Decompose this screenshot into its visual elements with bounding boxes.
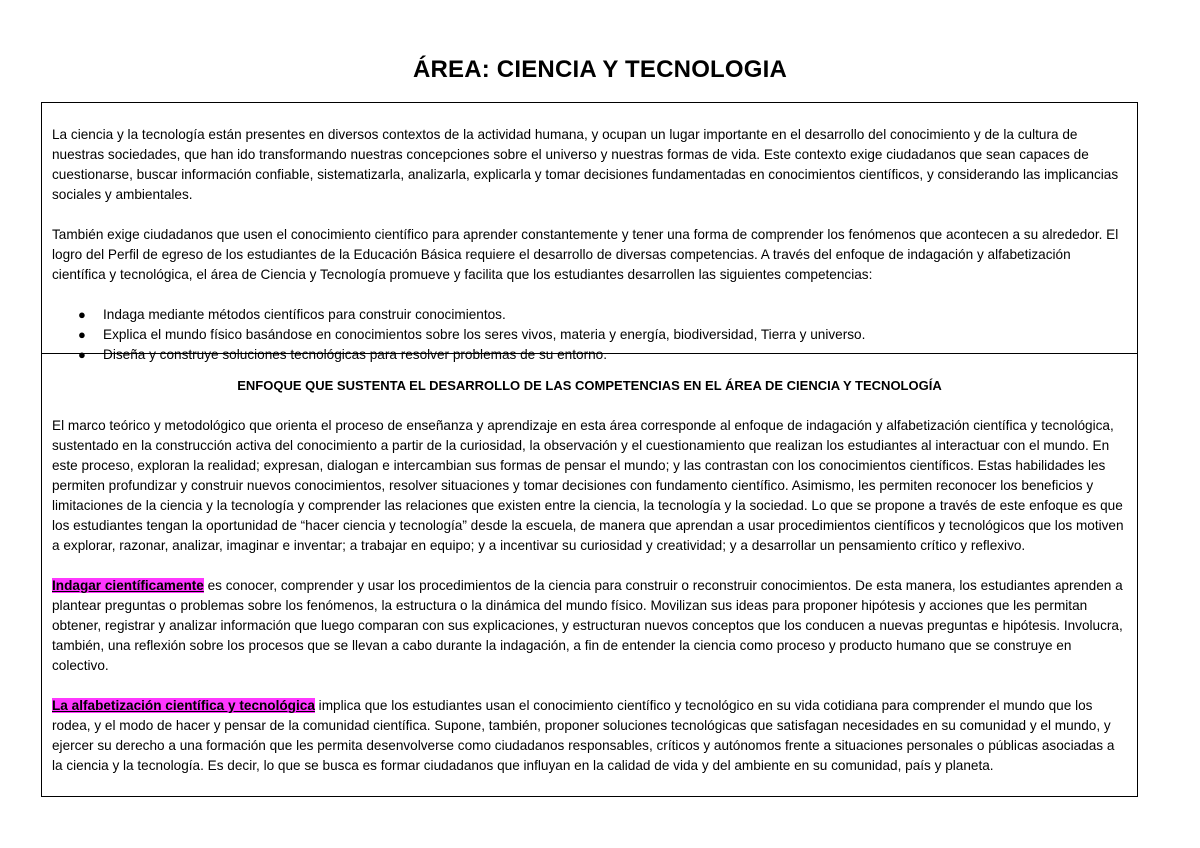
competencia-text: Indaga mediante métodos científicos para construir conocimientos. [103, 307, 506, 322]
list-item [52, 345, 1127, 365]
intro-cell [42, 125, 1137, 365]
content-table [41, 102, 1138, 797]
section-heading: ENFOQUE QUE SUSTENTA EL DESARROLLO DE LAS COMPETENCIAS EN EL ÁREA DE CIENCIA Y TECNOLOGÍA [237, 378, 942, 393]
intro-paragraph-1: La ciencia y la tecnología están presentes en diversos contextos de la actividad humana, y ocupan un lugar importante en el desarrollo del conocimiento y de la cultura de nuestras sociedades, que han ido transformando nuestras concepciones sobre el universo y nuestras formas de vida. Este contexto exige ciudadanos que sean capaces de cuestionarse, buscar información confiable, sistematizarla, analizarla, explicarla y tomar decisiones fundamentadas en conocimientos científicos, y considerando las implicancias sociales y ambientales. [52, 127, 1119, 202]
enfoque-cell [42, 376, 1137, 776]
bullet-icon: ● [78, 327, 86, 342]
bullet-icon: ● [78, 347, 86, 362]
page-title: ÁREA: CIENCIA Y TECNOLOGIA [412, 56, 788, 83]
bullet-icon: ● [78, 307, 86, 322]
list-item [52, 325, 1127, 345]
alfabetizacion-paragraph [52, 696, 1127, 776]
list-item [52, 305, 1127, 325]
indagar-paragraph [52, 576, 1127, 676]
enfoque-paragraph-1: El marco teórico y metodológico que orienta el proceso de enseñanza y aprendizaje en esta área corresponde al enfoque de indagación y alfabetización científica y tecnológica, sustentado en la construcción activa del conocimiento a partir de la curiosidad, la observación y el cuestionamiento que realizan los estudiantes al interactuar con el mundo. En este proceso, exploran la realidad; expresan, dialogan e intercambian sus formas de pensar el mundo; y las contrastan con los conocimientos científicos. Estas habilidades les permiten profundizar y construir nuevos conocimientos, resolver situaciones y tomar decisiones con fundamento científico. Asimismo, les permiten reconocer los beneficios y limitaciones de la ciencia y la tecnología y comprender las relaciones que existen entre la ciencia, la tecnología y la sociedad. Lo que se propone a través de este enfoque es que los estudiantes tengan la oportunidad de “hacer ciencia y tecnología” desde la escuela, de manera que aprendan a usar procedimientos científicos y tecnológicos que los motiven a explorar, razonar, analizar, imaginar e inventar; a trabajar en equipo; y a incentivar su curiosidad y creatividad; y a desarrollar un pensamiento crítico y reflexivo. [52, 418, 1124, 553]
competencia-text: Explica el mundo físico basándose en conocimientos sobre los seres vivos, materia y energía, biodiversidad, Tierra y universo. [103, 327, 866, 342]
competencia-text: Diseña y construye soluciones tecnológicas para resolver problemas de su entorno. [103, 347, 607, 362]
row-divider [42, 353, 1137, 354]
alfabetizacion-highlight: La alfabetización científica y tecnológica [52, 698, 315, 713]
alfabetizacion-body: implica que los estudiantes usan el conocimiento científico y tecnológico en su vida cotidiana para comprender el mundo que los rodea, y el modo de hacer y pensar de la comunidad científica. Supone, también, proponer soluciones tecnológicas que satisfagan necesidades en su comunidad y el mundo, y ejercer su derecho a una formación que les permita desenvolverse como ciudadanos responsables, críticos y autónomos frente a situaciones personales o públicas asociadas a la ciencia y la tecnología. Es decir, lo que se busca es formar ciudadanos que influyan en la calidad de vida y del ambiente en su comunidad, país y planeta. [52, 698, 1115, 773]
competencias-list [52, 305, 1127, 365]
indagar-body: es conocer, comprender y usar los procedimientos de la ciencia para construir o reconstruir conocimientos. De esta manera, los estudiantes aprenden a plantear preguntas o problemas sobre los fenómenos, la estructura o la dinámica del mundo físico. Movilizan sus ideas para proponer hipótesis y acciones que les permitan obtener, registrar y analizar información que luego comparan con sus explicaciones, y estructuran nuevos conceptos que los conducen a nuevas preguntas e hipótesis. Involucra, también, una reflexión sobre los procesos que se llevan a cabo durante la indagación, a fin de entender la ciencia como proceso y producto humano que se construye en colectivo. [52, 578, 1123, 673]
indagar-highlight: Indagar científicamente [52, 578, 204, 593]
intro-paragraph-2: También exige ciudadanos que usen el conocimiento científico para aprender constantemente y tener una forma de comprender los fenómenos que acontecen a su alrededor. El logro del Perfil de egreso de los estudiantes de la Educación Básica requiere el desarrollo de diversas competencias. A través del enfoque de indagación y alfabetización científica y tecnológica, el área de Ciencia y Tecnología promueve y facilita que los estudiantes desarrollen las siguientes competencias: [52, 227, 1119, 282]
